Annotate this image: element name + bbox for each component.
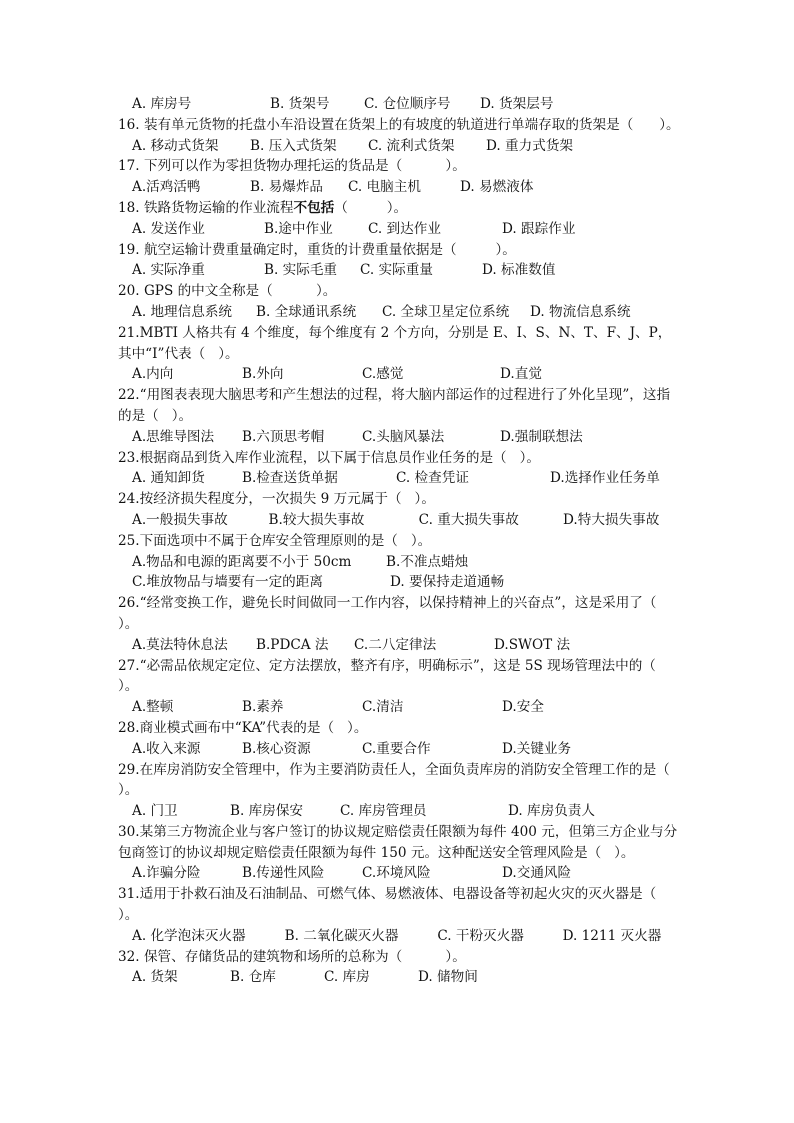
- question-text: 17. 下列可以作为零担货物办理托运的货品是（ ）。: [118, 158, 466, 175]
- options-row: [118, 219, 680, 240]
- answer-option: C.感觉: [362, 366, 404, 383]
- question-text: 32. 保管、存储货品的建筑物和场所的总称为（ ）。: [118, 948, 466, 965]
- question-text: 16. 装有单元货物的托盘小车沿设置在货架上的有坡度的轨道进行单端存取的货架是（ ）。: [118, 116, 680, 133]
- answer-option: C. 库房: [324, 969, 370, 986]
- options-row: [118, 427, 680, 448]
- answer-option: A.整顿: [132, 699, 174, 716]
- answer-option: D.SWOT 法: [494, 636, 571, 653]
- answer-option: A.一般损失事故: [132, 511, 228, 528]
- options-row: [118, 552, 680, 573]
- answer-option: D.关键业务: [502, 740, 572, 757]
- answer-option: B.不准点蜡烛: [386, 553, 469, 570]
- answer-option: B. 压入式货架: [250, 137, 337, 154]
- question-text: [118, 198, 680, 219]
- answer-option: D.特大损失事故: [562, 511, 660, 528]
- answer-option: D.直觉: [500, 366, 542, 383]
- answer-option: D. 储物间: [418, 969, 478, 986]
- answer-option: B. 货架号: [270, 96, 330, 112]
- question-text: 25.下面选项中不属于仓库安全管理原则的是（ ）。: [118, 532, 432, 549]
- answer-option: D. 标准数值: [482, 262, 556, 279]
- answer-option: C. 流利式货架: [368, 137, 455, 154]
- answer-option: C. 重大损失事故: [418, 511, 519, 528]
- answer-option: A.内向: [132, 366, 174, 383]
- answer-option: A.物品和电源的距离要不小于 50cm: [132, 553, 352, 570]
- options-row: [118, 302, 680, 323]
- answer-option: C. 全球卫星定位系统: [382, 303, 510, 320]
- question-text: 26.“经常变换工作，避免长时间做同一工作内容，以保持精神上的兴奋点”，这是采用了（ ）。: [118, 595, 670, 632]
- options-row: [118, 364, 680, 385]
- options-row: [118, 510, 680, 531]
- answer-option: D. 易燃液体: [460, 179, 534, 196]
- question-fragment: （ ）。: [334, 199, 408, 216]
- answer-option: D. 库房负责人: [508, 803, 596, 820]
- options-row: [118, 697, 680, 718]
- answer-option: C. 检查凭证: [396, 470, 469, 487]
- question-text: 31.适用于扑救石油及石油制品、可燃气体、易燃液体、电器设备等初起火灾的灭火器是（ ）。: [118, 886, 700, 924]
- answer-option: C.环境风险: [362, 865, 431, 882]
- answer-option: C.清洁: [362, 699, 404, 716]
- answer-option: B.PDCA 法: [256, 636, 329, 653]
- answer-option: B.外向: [242, 366, 284, 383]
- answer-option: D. 要保持走道通畅: [390, 574, 505, 591]
- question-text: 22.“用图表表现大脑思考和产生想法的过程，将大脑内部运作的过程进行了外化呈现”，这指的是（ ）。: [118, 387, 671, 424]
- question-text: 28.商业模式画布中“KA”代表的是（ ）。: [118, 719, 368, 736]
- options-row: [118, 260, 680, 281]
- exam-page: [118, 94, 700, 988]
- answer-option: B.较大损失事故: [268, 511, 365, 528]
- options-row: [118, 572, 680, 593]
- answer-option: C. 干粉灭火器: [437, 927, 524, 944]
- options-row: [118, 967, 680, 988]
- answer-option: D.选择作业任务单: [550, 470, 660, 487]
- answer-option: A. 库房号: [132, 96, 192, 112]
- answer-option: A. 移动式货架: [132, 137, 219, 154]
- answer-option: A.思维导图法: [132, 428, 215, 445]
- question-text: 27.“必需品依规定定位、定方法摆放，整齐有序，明确标示”，这是 5S 现场管理法中的（ ）。: [118, 657, 669, 695]
- answer-option: C. 库房管理员: [340, 803, 427, 820]
- answer-option: B.途中作业: [264, 220, 333, 237]
- answer-option: A. 实际净重: [132, 262, 205, 279]
- question-fragment: 18. 铁路货物运输的作业流程: [118, 199, 294, 216]
- answer-option: B.核心资源: [242, 740, 311, 757]
- answer-option: A.诈骗分险: [132, 865, 201, 882]
- question-text: 20. GPS 的中文全称是（ ）。: [118, 283, 337, 300]
- answer-option: B. 易爆炸品: [250, 179, 324, 196]
- question-text: 24.按经济损失程度分，一次损失 9 万元属于（ ）。: [118, 491, 435, 508]
- options-row: [118, 635, 680, 656]
- answer-option: B.传递性风险: [242, 865, 325, 882]
- answer-option: B.检查送货单据: [242, 470, 338, 487]
- answer-option: D. 重力式货架: [486, 137, 574, 154]
- answer-option: B.素养: [242, 699, 284, 716]
- options-row: [118, 136, 680, 157]
- question-text: 30.某第三方物流企业与客户签订的协议规定赔偿责任限额为每件 400 元，但第三方企业与分包商签订的协议却规定赔偿责任限额为每件 150 元。这种配送安全管理风险是（ ）。: [118, 823, 678, 861]
- answer-option: C.头脑风暴法: [362, 428, 445, 445]
- options-row: [118, 863, 680, 884]
- answer-option: A.莫法特休息法: [132, 636, 228, 653]
- options-row: [118, 177, 680, 198]
- answer-option: A. 地理信息系统: [132, 303, 233, 320]
- options-row: [118, 94, 680, 115]
- answer-option: B.六顶思考帽: [242, 428, 325, 445]
- answer-option: B. 二氧化碳灭火器: [284, 927, 399, 944]
- question-keyword: 不包括: [293, 199, 335, 216]
- answer-option: C. 实际重量: [360, 262, 433, 279]
- answer-option: B. 库房保安: [230, 803, 304, 820]
- options-row: [118, 739, 680, 760]
- question-text: 19. 航空运输计费重量确定时，重货的计费重量依据是（ ）。: [118, 241, 516, 258]
- answer-option: B. 仓库: [230, 969, 276, 986]
- answer-option: D. 1211 灭火器: [562, 927, 662, 944]
- answer-option: A. 发送作业: [132, 220, 205, 237]
- answer-option: C. 电脑主机: [348, 179, 421, 196]
- answer-option: A.收入来源: [132, 740, 201, 757]
- question-text: 21.MBTI 人格共有 4 个维度，每个维度有 2 个方向，分别是 E、I、S、N、T、F、J、P，其中“I”代表（ ）。: [118, 324, 672, 362]
- answer-option: D.交通风险: [502, 865, 572, 882]
- answer-option: D. 货架层号: [480, 96, 554, 112]
- answer-option: A. 通知卸货: [132, 470, 205, 487]
- answer-option: C.堆放物品与墙要有一定的距离: [132, 574, 323, 591]
- answer-option: C. 到达作业: [368, 220, 441, 237]
- answer-option: B. 实际毛重: [264, 262, 338, 279]
- options-row: [118, 801, 680, 822]
- answer-option: C. 仓位顺序号: [364, 96, 451, 112]
- answer-option: D.强制联想法: [500, 428, 583, 445]
- question-text: 29.在库房消防安全管理中，作为主要消防责任人，全面负责库房的消防安全管理工作的是（ ）。: [118, 761, 683, 799]
- options-row: [118, 926, 680, 947]
- answer-option: D. 跟踪作业: [502, 220, 576, 237]
- answer-option: B. 全球通讯系统: [256, 303, 357, 320]
- answer-option: D.安全: [502, 699, 544, 716]
- options-row: [118, 468, 680, 489]
- answer-option: A.活鸡活鸭: [132, 179, 201, 196]
- question-text: 23.根据商品到货入库作业流程，以下属于信息员作业任务的是（ ）。: [118, 449, 540, 466]
- answer-option: C.重要合作: [362, 740, 431, 757]
- answer-option: D. 物流信息系统: [530, 303, 631, 320]
- answer-option: A. 化学泡沫灭火器: [132, 927, 246, 944]
- answer-option: A. 门卫: [132, 803, 178, 820]
- answer-option: C.二八定律法: [354, 636, 437, 653]
- answer-option: A. 货架: [132, 969, 178, 986]
